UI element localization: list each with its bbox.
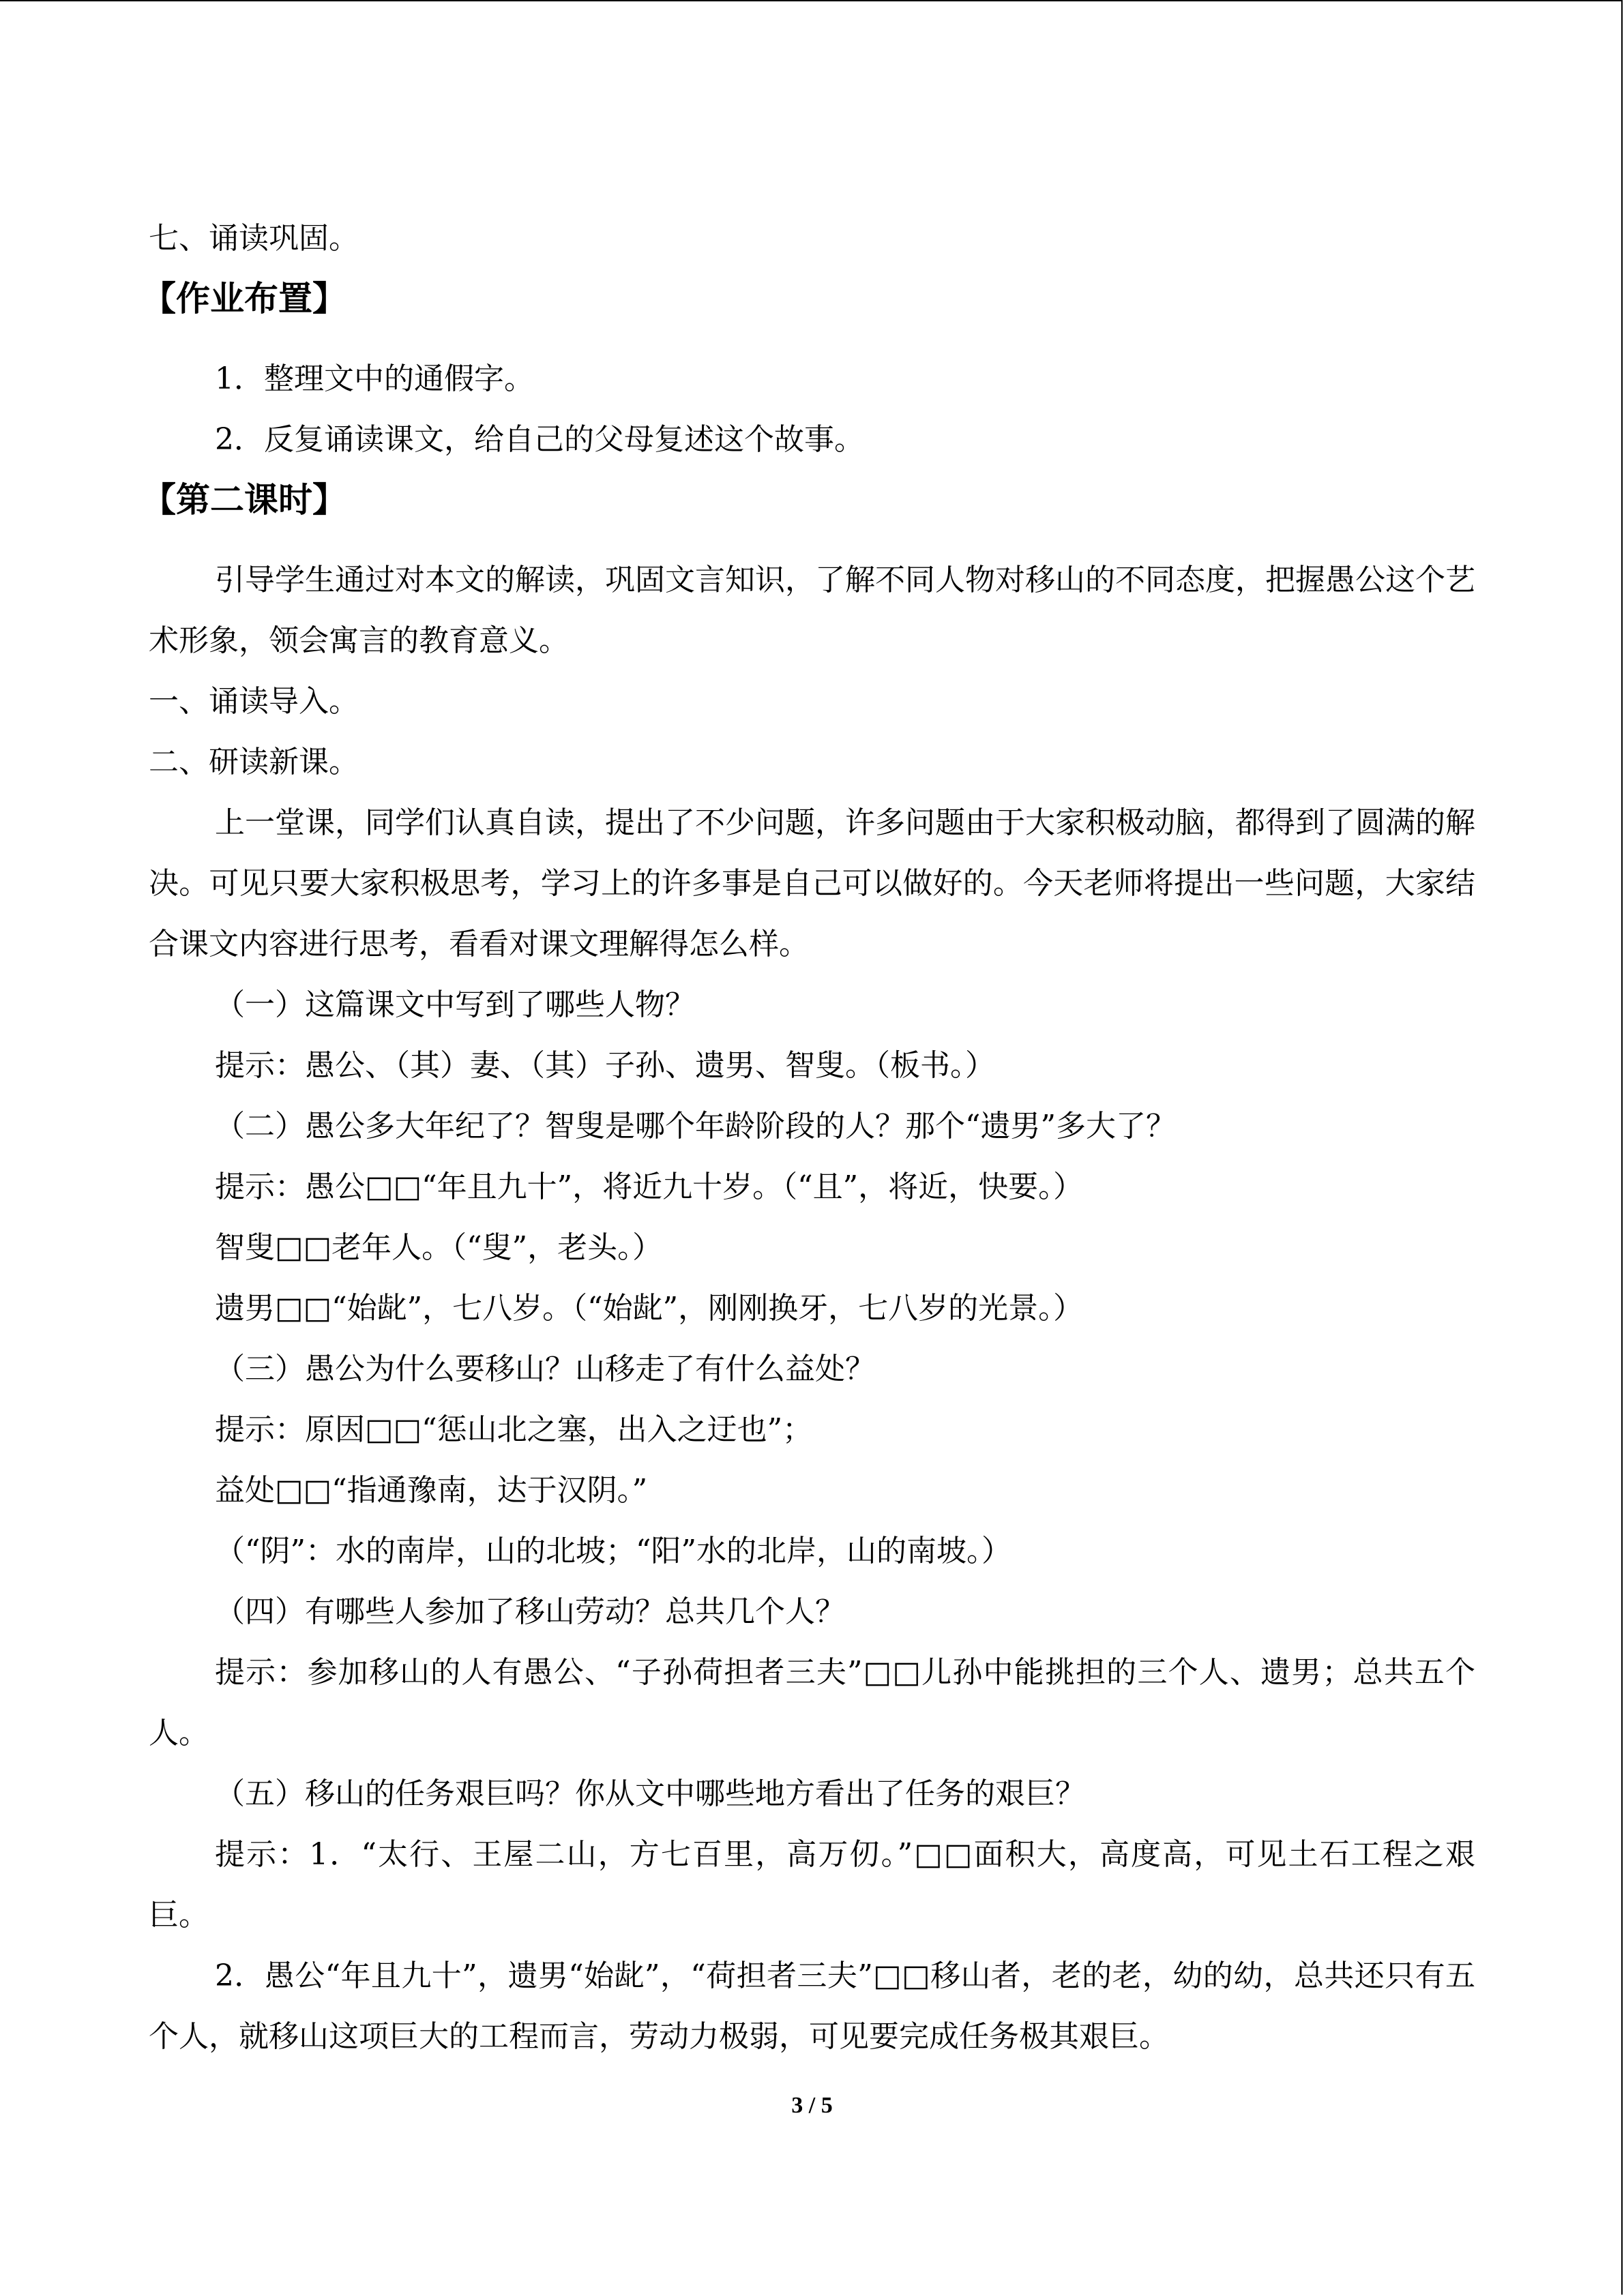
- question-1: （一）这篇课文中写到了哪些人物？: [215, 987, 695, 1022]
- question-1-hint: 提示：愚公、（其）妻、（其）子孙、遗男、智叟。（板书。）: [215, 1048, 995, 1083]
- question-5-hint-2: 2．愚公“年且九十”，遗男“始龀”，“荷担者三夫”□□移山者，老的老，幼的幼，总共还只有五个人，就移山这项巨大的工程而言，劳动力极弱，可见要完成任务极其艰巨。: [149, 1958, 1475, 2054]
- homework-item-1: 1．整理文中的通假字。: [215, 361, 534, 396]
- question-4: （四）有哪些人参加了移山劳动？总共几个人？: [215, 1594, 845, 1629]
- question-4-hint: 提示：参加移山的人有愚公、“子孙荷担者三夫”□□儿孙中能挑担的三个人、遗男；总共五个人。: [149, 1655, 1475, 1750]
- page-number: 3 / 5: [791, 2093, 833, 2118]
- lesson-two-intro: 引导学生通过对本文的解读，巩固文言知识，了解不同人物对移山的不同态度，把握愚公这个艺术形象，领会寓言的教育意义。: [149, 563, 1475, 658]
- question-3-hint-1: 提示：原因□□“惩山北之塞，出入之迂也”；: [215, 1412, 813, 1447]
- question-2-hint-2: 智叟□□老年人。（“叟”，老头。）: [215, 1230, 663, 1265]
- question-2-hint-1: 提示：愚公□□“年且九十”，将近九十岁。（“且”，将近，快要。）: [215, 1169, 1084, 1204]
- question-3: （三）愚公为什么要移山？山移走了有什么益处？: [215, 1352, 875, 1386]
- question-3-hint-2: 益处□□“指通豫南，达于汉阴。”: [215, 1473, 648, 1508]
- document-body: [142, 208, 1475, 2067]
- step-one-line: 一、诵读导入。: [149, 684, 359, 719]
- question-3-hint-3: （“阴”：水的南岸，山的北坡；“阳”水的北岸，山的南坡。）: [215, 1534, 1012, 1568]
- question-5-hint-1: 提示：1．“太行、王屋二山，方七百里，高万仞。”□□面积大，高度高，可见土石工程之艰巨。: [149, 1837, 1475, 1933]
- section-seven-line: 七、诵读巩固。: [149, 221, 359, 256]
- question-2: （二）愚公多大年纪了？智叟是哪个年龄阶段的人？那个“遗男”多大了？: [215, 1109, 1176, 1144]
- question-2-hint-3: 遗男□□“始龀”，七八岁。（“始龀”，刚刚换牙，七八岁的光景。）: [215, 1291, 1084, 1326]
- teacher-intro-paragraph: 上一堂课，同学们认真自读，提出了不少问题，许多问题由于大家积极动脑，都得到了圆满的解决。可见只要大家积极思考，学习上的许多事是自己可以做好的。今天老师将提出一些问题，大家结合课文内容进行思考，看看对课文理解得怎么样。: [149, 805, 1475, 961]
- question-5: （五）移山的任务艰巨吗？你从文中哪些地方看出了任务的艰巨？: [215, 1776, 1085, 1811]
- homework-heading: 【作业布置】: [142, 279, 346, 318]
- homework-item-2: 2．反复诵读课文，给自己的父母复述这个故事。: [215, 422, 864, 457]
- lesson-two-heading: 【第二课时】: [142, 480, 346, 520]
- step-two-line: 二、研读新课。: [149, 745, 359, 779]
